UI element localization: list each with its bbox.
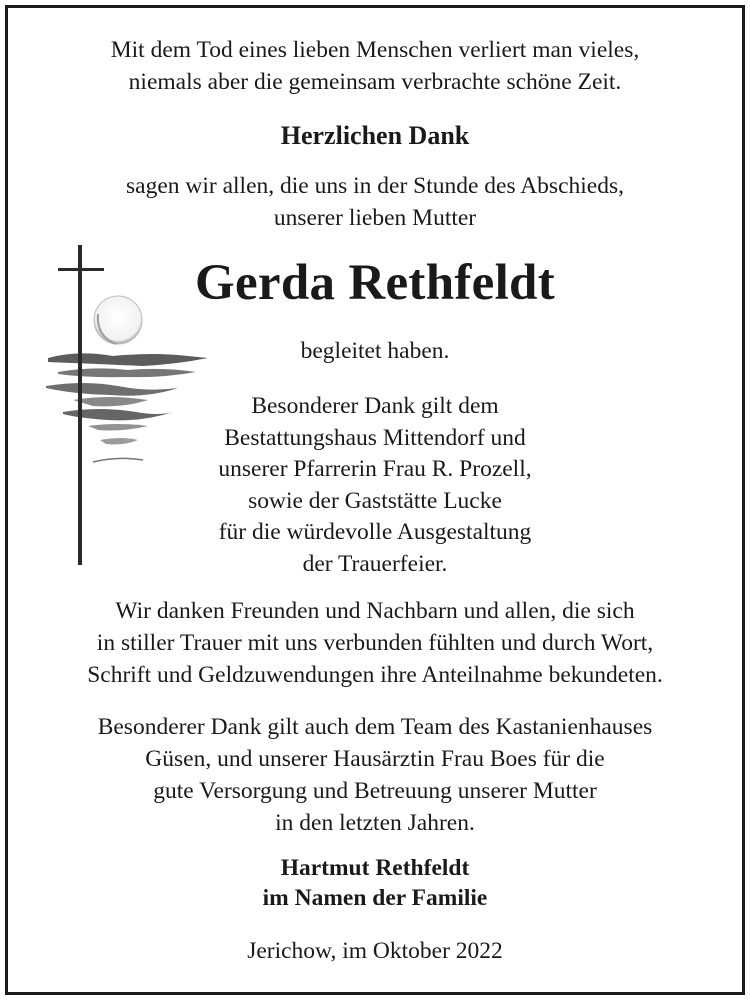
obituary-card [5,5,745,995]
community-thanks-line: in stiller Trauer mit uns verbunden fühlten und durch Wort, [96,630,654,656]
funeral-thanks-line: der Trauerfeier. [302,550,448,577]
community-thanks [8,595,742,691]
funeral-thanks [8,391,742,580]
deceased-name: Gerda Rethfeldt [194,255,555,311]
care-thanks-line: gute Versorgung und Betreuung unserer Mutter [153,778,597,804]
care-thanks-line: Güsen, und unserer Hausärztin Frau Boes für die [145,746,605,772]
motto-line: Mit dem Tod eines lieben Menschen verliert man vieles, [110,37,640,63]
community-thanks-line: Wir danken Freunden und Nachbarn und allen, die sich [115,598,635,624]
funeral-thanks-line: Bestattungshaus Mittendorf und [224,424,526,451]
accompanied-text: begleitet haben. [300,338,450,364]
thanks-heading: Herzlichen Dank [280,121,470,150]
funeral-thanks-line: unserer Pfarrerin Frau R. Prozell, [218,456,532,482]
signature-name: Hartmut Rethfeldt [280,855,470,881]
place-date: Jerichow, im Oktober 2022 [247,938,503,964]
care-thanks [8,711,742,839]
intro-line: unserer lieben Mutter [273,205,477,231]
intro-text [8,170,742,234]
funeral-thanks-line: Besonderer Dank gilt dem [251,393,499,419]
motto [8,34,742,98]
intro-line: sagen wir allen, die uns in der Stunde des Abschieds, [126,173,624,199]
community-thanks-line: Schrift und Geldzuwendungen ihre Anteilnahme bekundeten. [87,662,663,688]
signature-family: im Namen der Familie [262,885,488,911]
signature [8,853,742,913]
care-thanks-line: Besonderer Dank gilt auch dem Team des Kastanienhauses [97,714,653,740]
funeral-thanks-line: für die würdevolle Ausgestaltung [218,519,532,545]
care-thanks-line: in den letzten Jahren. [275,810,475,836]
funeral-thanks-line: sowie der Gaststätte Lucke [248,487,502,514]
motto-line: niemals aber die gemeinsam verbrachte schöne Zeit. [128,69,622,95]
